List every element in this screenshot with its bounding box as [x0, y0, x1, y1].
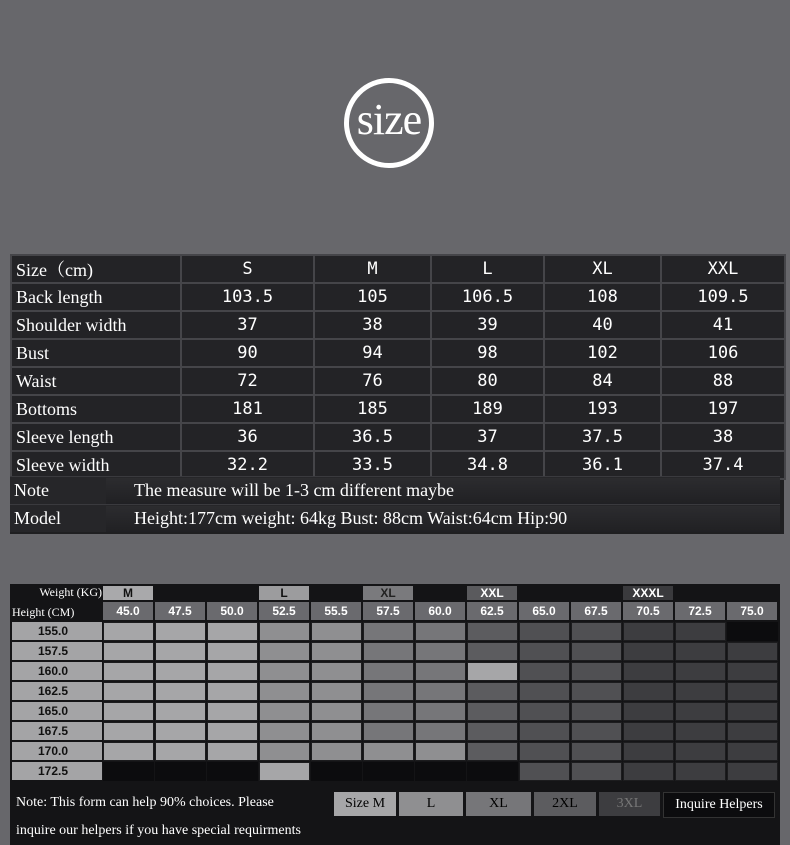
grid-cell	[207, 742, 258, 761]
measurement-value: 193	[544, 395, 661, 423]
grid-cell	[155, 642, 206, 661]
measurement-value: 106.5	[431, 283, 544, 311]
footnote-line-2: inquire our helpers if you have special requirments	[16, 823, 301, 838]
grid-cell	[207, 722, 258, 741]
grid-cell	[363, 682, 414, 701]
grid-cell	[623, 762, 674, 781]
grid-cell	[467, 622, 518, 641]
grid-cell	[415, 642, 466, 661]
legend-item: Size M	[334, 792, 396, 816]
weight-cell: 50.0	[207, 602, 257, 620]
grid-cell	[519, 702, 570, 721]
measurement-value: 109.5	[661, 283, 785, 311]
measurement-value: 32.2	[181, 451, 314, 479]
grid-cell	[311, 762, 362, 781]
grid-cell	[519, 682, 570, 701]
weight-cell: 47.5	[155, 602, 205, 620]
measurement-value: 98	[431, 339, 544, 367]
size-table-row	[11, 311, 785, 339]
grid-cell	[727, 742, 778, 761]
grid-cell	[363, 762, 414, 781]
grid-cell	[103, 682, 154, 701]
grid-cell	[311, 642, 362, 661]
size-tag: M	[103, 586, 153, 600]
size-tag: XXL	[467, 586, 517, 600]
height-cell: 162.5	[12, 682, 102, 700]
size-logo-text: size	[356, 95, 422, 144]
measurement-value: 88	[661, 367, 785, 395]
size-tag: XXXL	[623, 586, 673, 600]
grid-cell	[415, 762, 466, 781]
grid-cell	[311, 722, 362, 741]
grid-cell	[519, 642, 570, 661]
grid-cell	[675, 622, 726, 641]
chart-header	[10, 584, 780, 620]
grid-cell	[467, 682, 518, 701]
grid-cell	[623, 742, 674, 761]
grid-cell	[519, 722, 570, 741]
size-tag: XL	[363, 586, 413, 600]
height-cell: 160.0	[12, 662, 102, 680]
grid-cell	[623, 662, 674, 681]
model-row	[10, 505, 780, 533]
measurement-value: 37	[181, 311, 314, 339]
grid-cell	[571, 722, 622, 741]
weight-cell: 57.5	[363, 602, 413, 620]
grid-cell	[363, 722, 414, 741]
grid-cell	[467, 702, 518, 721]
size-logo	[344, 78, 434, 168]
grid-cell	[571, 742, 622, 761]
measurement-value: 197	[661, 395, 785, 423]
grid-cell	[155, 722, 206, 741]
grid-cell	[103, 722, 154, 741]
grid-cell	[623, 702, 674, 721]
grid-cell	[727, 642, 778, 661]
model-label: Model	[10, 505, 106, 533]
grid-cell	[259, 762, 310, 781]
measurement-value: 41	[661, 311, 785, 339]
grid-cell	[415, 702, 466, 721]
grid-cell	[415, 682, 466, 701]
grid-cell	[727, 622, 778, 641]
weight-cell: 62.5	[467, 602, 517, 620]
measurement-value: 37.4	[661, 451, 785, 479]
grid-cell	[675, 662, 726, 681]
grid-cell	[363, 702, 414, 721]
grid-cell	[415, 662, 466, 681]
legend-item: XL	[466, 792, 531, 816]
grid-cell	[311, 702, 362, 721]
measurement-value: 189	[431, 395, 544, 423]
measurement-label: Shoulder width	[11, 311, 181, 339]
grid-cell	[727, 702, 778, 721]
measurement-label: Bust	[11, 339, 181, 367]
grid-cell	[363, 622, 414, 641]
measurement-value: 38	[314, 311, 431, 339]
grid-cell	[207, 662, 258, 681]
grid-cell	[571, 662, 622, 681]
weight-cell: 72.5	[675, 602, 725, 620]
grid-cell	[519, 622, 570, 641]
grid-cell	[207, 682, 258, 701]
note-table	[10, 476, 780, 532]
weight-cell: 67.5	[571, 602, 621, 620]
grid-cell	[207, 622, 258, 641]
weight-axis-label: Weight (KG)	[39, 585, 102, 599]
grid-cell	[103, 642, 154, 661]
grid-cell	[675, 762, 726, 781]
grid-cell	[727, 762, 778, 781]
measurement-value: 80	[431, 367, 544, 395]
grid-cell	[623, 622, 674, 641]
size-header-label: Size（cm)	[11, 255, 181, 283]
grid-cell	[467, 742, 518, 761]
measurement-value: 36	[181, 423, 314, 451]
grid-cell	[727, 722, 778, 741]
measurement-value: 76	[314, 367, 431, 395]
grid-cell	[519, 742, 570, 761]
grid-cell	[727, 682, 778, 701]
grid-cell	[415, 722, 466, 741]
grid-cell	[675, 702, 726, 721]
measurement-value: 38	[661, 423, 785, 451]
grid-cell	[467, 722, 518, 741]
grid-cell	[155, 762, 206, 781]
measurement-value: 34.8	[431, 451, 544, 479]
size-table-row	[11, 423, 785, 451]
inquire-helpers-label: Inquire Helpers	[663, 792, 775, 818]
weight-cell: 65.0	[519, 602, 569, 620]
weight-cell: 45.0	[103, 602, 153, 620]
size-header-cell: M	[314, 255, 431, 283]
grid-cell	[415, 742, 466, 761]
grid-cell	[519, 762, 570, 781]
grid-cell	[207, 642, 258, 661]
footnote-line-1: Note: This form can help 90% choices. Please	[16, 795, 274, 810]
grid-cell	[207, 702, 258, 721]
grid-cell	[155, 682, 206, 701]
size-table-header-row	[11, 255, 785, 283]
weight-cell: 70.5	[623, 602, 673, 620]
grid-cell	[467, 662, 518, 681]
note-label: Note	[10, 477, 106, 505]
measurement-value: 37	[431, 423, 544, 451]
grid-cell	[103, 702, 154, 721]
measurement-value: 94	[314, 339, 431, 367]
measurement-label: Sleeve length	[11, 423, 181, 451]
height-axis-label: Height (CM)	[12, 605, 75, 619]
measurement-value: 106	[661, 339, 785, 367]
height-cell: 167.5	[12, 722, 102, 740]
measurement-label: Sleeve width	[11, 451, 181, 479]
grid-cell	[155, 622, 206, 641]
measurement-value: 37.5	[544, 423, 661, 451]
size-header-cell: L	[431, 255, 544, 283]
measurement-value: 36.1	[544, 451, 661, 479]
grid-cell	[519, 662, 570, 681]
grid-cell	[311, 742, 362, 761]
grid-cell	[571, 762, 622, 781]
grid-cell	[571, 642, 622, 661]
grid-cell	[415, 622, 466, 641]
size-table-row	[11, 339, 785, 367]
measurement-value: 40	[544, 311, 661, 339]
grid-cell	[623, 722, 674, 741]
grid-cell	[207, 762, 258, 781]
grid-cell	[259, 702, 310, 721]
grid-cell	[623, 642, 674, 661]
grid-cell	[259, 642, 310, 661]
size-table-row	[11, 395, 785, 423]
measurement-value: 84	[544, 367, 661, 395]
measurement-value: 39	[431, 311, 544, 339]
grid-cell	[727, 662, 778, 681]
height-cell: 170.0	[12, 742, 102, 760]
measurement-label: Bottoms	[11, 395, 181, 423]
grid-cell	[259, 742, 310, 761]
height-cell: 165.0	[12, 702, 102, 720]
grid-cell	[675, 722, 726, 741]
legend-item: L	[399, 792, 463, 816]
measurement-value: 105	[314, 283, 431, 311]
grid-cell	[363, 642, 414, 661]
size-table	[10, 254, 786, 480]
size-table-row	[11, 451, 785, 479]
grid-cell	[103, 742, 154, 761]
measurement-value: 90	[181, 339, 314, 367]
grid-cell	[259, 662, 310, 681]
measurement-label: Back length	[11, 283, 181, 311]
size-table-block	[10, 254, 784, 534]
note-text: The measure will be 1-3 cm different maybe	[106, 477, 780, 505]
measurement-value: 103.5	[181, 283, 314, 311]
grid-cell	[311, 682, 362, 701]
weight-cell: 55.5	[311, 602, 361, 620]
model-text: Height:177cm weight: 64kg Bust: 88cm Waist:64cm Hip:90	[106, 505, 780, 533]
measurement-value: 181	[181, 395, 314, 423]
weight-cell: 75.0	[727, 602, 777, 620]
measurement-value: 72	[181, 367, 314, 395]
size-table-row	[11, 283, 785, 311]
height-cell: 155.0	[12, 622, 102, 640]
grid-cell	[675, 742, 726, 761]
grid-cell	[259, 722, 310, 741]
size-tag: L	[259, 586, 309, 600]
grid-cell	[467, 642, 518, 661]
measurement-value: 36.5	[314, 423, 431, 451]
height-cell: 157.5	[12, 642, 102, 660]
size-header-cell: XL	[544, 255, 661, 283]
weight-cell: 52.5	[259, 602, 309, 620]
grid-cell	[259, 682, 310, 701]
measurement-value: 185	[314, 395, 431, 423]
grid-cell	[363, 662, 414, 681]
chart-footnote	[16, 789, 336, 845]
grid-cell	[571, 702, 622, 721]
grid-cell	[311, 622, 362, 641]
size-header-cell: S	[181, 255, 314, 283]
grid-cell	[571, 622, 622, 641]
grid-cell	[675, 682, 726, 701]
size-header-cell: XXL	[661, 255, 785, 283]
grid-cell	[259, 622, 310, 641]
weight-height-chart	[10, 584, 780, 845]
grid-cell	[103, 622, 154, 641]
grid-cell	[155, 742, 206, 761]
legend-item: 3XL	[599, 792, 660, 816]
grid-cell	[623, 682, 674, 701]
grid-cell	[103, 762, 154, 781]
grid-cell	[467, 762, 518, 781]
size-table-row	[11, 367, 785, 395]
measurement-value: 33.5	[314, 451, 431, 479]
measurement-value: 108	[544, 283, 661, 311]
weight-cell: 60.0	[415, 602, 465, 620]
grid-cell	[571, 682, 622, 701]
grid-cell	[675, 642, 726, 661]
legend-item: 2XL	[534, 792, 596, 816]
grid-cell	[103, 662, 154, 681]
grid-cell	[363, 742, 414, 761]
measurement-label: Waist	[11, 367, 181, 395]
grid-cell	[311, 662, 362, 681]
grid-cell	[155, 662, 206, 681]
note-row	[10, 477, 780, 505]
height-cell: 172.5	[12, 762, 102, 780]
grid-cell	[155, 702, 206, 721]
measurement-value: 102	[544, 339, 661, 367]
